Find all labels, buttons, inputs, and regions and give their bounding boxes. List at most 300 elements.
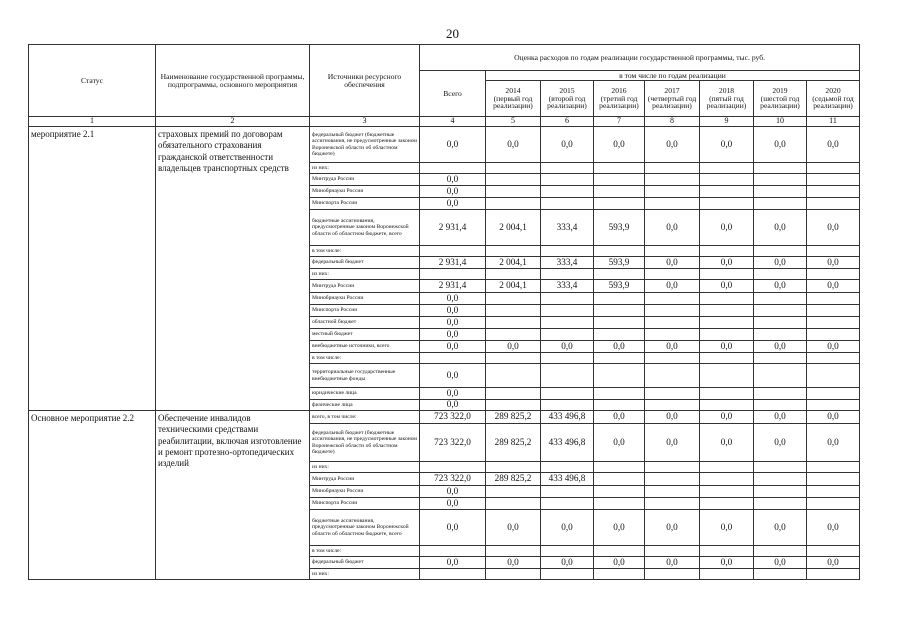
value-total: 0,0: [420, 557, 486, 569]
value-year-2017: [645, 293, 700, 305]
value-year-2015: 333,4: [541, 257, 594, 269]
value-year-2017: [645, 317, 700, 329]
value-year-2018: 0,0: [700, 557, 754, 569]
header-year-label: (четвертый год реализации): [647, 93, 697, 111]
value-year-2015: [541, 498, 594, 510]
value-year-2016: [594, 546, 645, 557]
value-year-2016: 593,9: [594, 257, 645, 269]
value-year-2016: [594, 473, 645, 486]
value-year-2019: [754, 486, 807, 498]
value-year-2020: [807, 353, 860, 364]
value-year-2017: 0,0: [645, 127, 700, 163]
value-year-2015: 333,4: [541, 210, 594, 246]
value-year-2017: [645, 388, 700, 400]
value-year-2020: [807, 174, 860, 186]
value-year-2020: [807, 400, 860, 411]
value-year-2019: [754, 163, 807, 174]
value-year-2015: [541, 269, 594, 280]
header-estimate: Оценка расходов по годам реализации государственной программы, тыс. руб.: [420, 45, 860, 71]
value-year-2016: [594, 486, 645, 498]
value-year-2018: 0,0: [700, 257, 754, 269]
value-year-2014: [486, 364, 541, 388]
funding-source: бюджетные ассигнования, предусмотренные законом Воронежской области об областном бюджете, всего: [310, 510, 420, 546]
value-year-2020: [807, 473, 860, 486]
value-year-2017: [645, 569, 700, 580]
value-year-2020: 0,0: [807, 127, 860, 163]
header-year-number: 2014: [505, 85, 521, 95]
value-year-2014: 2 004,1: [486, 257, 541, 269]
value-year-2019: [754, 400, 807, 411]
value-year-2015: 0,0: [541, 341, 594, 353]
value-year-2016: 0,0: [594, 411, 645, 424]
value-year-2015: [541, 198, 594, 210]
value-year-2018: 0,0: [700, 280, 754, 293]
value-year-2019: [754, 305, 807, 317]
value-year-2015: [541, 246, 594, 257]
value-year-2015: 333,4: [541, 280, 594, 293]
header-status: Статус: [29, 45, 156, 117]
row-status: мероприятие 2.1: [29, 127, 156, 411]
value-year-2014: [486, 569, 541, 580]
value-year-2020: [807, 305, 860, 317]
value-total: 0,0: [420, 293, 486, 305]
header-including: в том числе по годам реализации: [486, 71, 860, 81]
value-year-2019: [754, 473, 807, 486]
value-year-2020: [807, 317, 860, 329]
value-year-2017: 0,0: [645, 257, 700, 269]
header-total: Всего: [420, 71, 486, 117]
value-year-2017: [645, 462, 700, 473]
value-year-2020: 0,0: [807, 411, 860, 424]
value-year-2020: 0,0: [807, 510, 860, 546]
value-year-2016: [594, 569, 645, 580]
header-program-name: Наименование государственной программы, подпрограммы, основного мероприятия: [156, 45, 310, 117]
header-year-number: 2018: [718, 85, 735, 95]
value-total: 0,0: [420, 198, 486, 210]
funding-source: в том числе:: [310, 353, 420, 364]
value-year-2019: 0,0: [754, 127, 807, 163]
value-year-2014: [486, 546, 541, 557]
value-year-2014: [486, 353, 541, 364]
value-year-2014: 0,0: [486, 557, 541, 569]
value-year-2019: 0,0: [754, 257, 807, 269]
value-year-2015: 433 496,8: [541, 424, 594, 462]
value-year-2018: [700, 305, 754, 317]
value-year-2014: 0,0: [486, 127, 541, 163]
value-total: 0,0: [420, 510, 486, 546]
value-year-2015: [541, 186, 594, 198]
value-year-2018: 0,0: [700, 411, 754, 424]
value-year-2014: [486, 305, 541, 317]
value-year-2017: [645, 198, 700, 210]
value-year-2017: [645, 329, 700, 341]
table-row: [29, 411, 860, 424]
funding-source: Минобрнауки России: [310, 186, 420, 198]
value-total: [420, 163, 486, 174]
funding-source: физические лица: [310, 400, 420, 411]
value-year-2020: [807, 569, 860, 580]
page-number: 20: [446, 26, 459, 41]
value-total: [420, 546, 486, 557]
value-year-2016: [594, 462, 645, 473]
column-number: 6: [541, 117, 594, 127]
value-year-2018: [700, 163, 754, 174]
value-year-2015: 0,0: [541, 510, 594, 546]
value-year-2018: [700, 400, 754, 411]
value-year-2019: 0,0: [754, 424, 807, 462]
column-number: 9: [700, 117, 754, 127]
value-year-2016: [594, 174, 645, 186]
column-number: 2: [156, 117, 310, 127]
value-year-2018: [700, 353, 754, 364]
value-year-2015: [541, 462, 594, 473]
value-year-2019: [754, 269, 807, 280]
value-year-2020: [807, 462, 860, 473]
header-year-label: (первый год реализации): [493, 93, 533, 111]
funding-source: Минтруда России: [310, 280, 420, 293]
value-year-2020: [807, 546, 860, 557]
value-year-2017: [645, 246, 700, 257]
value-year-2020: 0,0: [807, 341, 860, 353]
value-year-2019: 0,0: [754, 510, 807, 546]
value-year-2020: 0,0: [807, 257, 860, 269]
value-year-2014: 289 825,2: [486, 424, 541, 462]
value-year-2018: [700, 174, 754, 186]
value-year-2019: [754, 293, 807, 305]
funding-source: юридические лица: [310, 388, 420, 400]
value-year-2019: [754, 246, 807, 257]
value-total: 0,0: [420, 186, 486, 198]
value-year-2018: [700, 198, 754, 210]
value-year-2020: [807, 486, 860, 498]
value-year-2019: 0,0: [754, 557, 807, 569]
value-year-2016: [594, 305, 645, 317]
value-year-2018: [700, 269, 754, 280]
value-year-2018: [700, 473, 754, 486]
value-year-2014: [486, 163, 541, 174]
value-total: [420, 569, 486, 580]
value-year-2015: [541, 486, 594, 498]
header-year-label: (второй год реализации): [547, 93, 587, 111]
value-year-2014: 0,0: [486, 341, 541, 353]
value-year-2017: 0,0: [645, 341, 700, 353]
value-year-2019: 0,0: [754, 411, 807, 424]
value-total: 0,0: [420, 341, 486, 353]
value-year-2016: [594, 400, 645, 411]
value-year-2017: [645, 486, 700, 498]
value-year-2014: 2 004,1: [486, 280, 541, 293]
header-year-number: 2017: [664, 85, 680, 95]
value-year-2018: 0,0: [700, 210, 754, 246]
value-year-2014: [486, 293, 541, 305]
funding-source: областной бюджет: [310, 317, 420, 329]
value-year-2014: 0,0: [486, 510, 541, 546]
value-total: [420, 246, 486, 257]
column-number: 5: [486, 117, 541, 127]
header-year-number: 2019: [772, 85, 788, 95]
value-year-2020: 0,0: [807, 557, 860, 569]
value-year-2019: [754, 388, 807, 400]
value-year-2016: [594, 317, 645, 329]
value-year-2016: [594, 246, 645, 257]
value-year-2019: [754, 546, 807, 557]
value-year-2020: [807, 163, 860, 174]
value-year-2015: [541, 388, 594, 400]
value-year-2018: [700, 486, 754, 498]
value-year-2016: 0,0: [594, 424, 645, 462]
funding-source: Минтруда России: [310, 174, 420, 186]
funding-source: из них:: [310, 462, 420, 473]
value-total: 2 931,4: [420, 210, 486, 246]
value-year-2020: [807, 198, 860, 210]
header-year-2015: [541, 81, 594, 117]
value-year-2015: 0,0: [541, 557, 594, 569]
value-year-2015: [541, 163, 594, 174]
value-year-2014: [486, 174, 541, 186]
value-year-2014: [486, 388, 541, 400]
value-year-2018: 0,0: [700, 424, 754, 462]
header-sources: Источники ресурсного обеспечения: [310, 45, 420, 117]
funding-source: из них:: [310, 269, 420, 280]
value-year-2015: [541, 174, 594, 186]
value-year-2015: 0,0: [541, 127, 594, 163]
value-year-2019: [754, 174, 807, 186]
header-year-number: 2020: [825, 85, 841, 95]
header-year-2017: [645, 81, 700, 117]
value-total: 0,0: [420, 317, 486, 329]
value-year-2017: [645, 305, 700, 317]
value-year-2015: 433 496,8: [541, 473, 594, 486]
funding-source: федеральный бюджет: [310, 257, 420, 269]
header-year-label: (седьмой год реализации): [812, 93, 854, 111]
value-year-2014: [486, 462, 541, 473]
value-year-2014: 289 825,2: [486, 473, 541, 486]
value-total: 723 322,0: [420, 473, 486, 486]
value-total: 0,0: [420, 498, 486, 510]
value-year-2016: [594, 163, 645, 174]
value-year-2014: [486, 486, 541, 498]
value-year-2018: [700, 364, 754, 388]
value-year-2019: [754, 329, 807, 341]
value-year-2015: 433 496,8: [541, 411, 594, 424]
value-year-2020: 0,0: [807, 280, 860, 293]
value-year-2017: [645, 269, 700, 280]
value-year-2015: [541, 305, 594, 317]
header-year-number: 2016: [611, 85, 627, 95]
value-year-2019: 0,0: [754, 341, 807, 353]
value-year-2019: [754, 498, 807, 510]
value-year-2020: [807, 186, 860, 198]
row-activity-name: Обеспечение инвалидов техническими средствами реабилитации, включая изготовление и ремонт протезно-ортопедических изделий: [156, 411, 310, 580]
column-number: 1: [29, 117, 156, 127]
funding-source: местный бюджет: [310, 329, 420, 341]
value-total: 0,0: [420, 388, 486, 400]
funding-source: федеральный бюджет (бюджетные ассигнования, не предусмотренные законом Воронежской области об областном бюджете): [310, 424, 420, 462]
column-number: 3: [310, 117, 420, 127]
value-year-2016: 593,9: [594, 210, 645, 246]
value-year-2019: [754, 353, 807, 364]
header-year-label: (третий год реализации): [599, 93, 639, 111]
value-year-2018: 0,0: [700, 127, 754, 163]
value-year-2015: [541, 317, 594, 329]
value-year-2020: 0,0: [807, 210, 860, 246]
value-year-2019: [754, 569, 807, 580]
value-total: 0,0: [420, 364, 486, 388]
value-year-2014: [486, 400, 541, 411]
row-status: Основное мероприятие 2.2: [29, 411, 156, 580]
value-year-2017: [645, 546, 700, 557]
header-year-2016: [594, 81, 645, 117]
value-year-2016: [594, 293, 645, 305]
value-year-2016: [594, 269, 645, 280]
value-year-2016: 0,0: [594, 127, 645, 163]
value-year-2017: [645, 174, 700, 186]
header-year-2020: [807, 81, 860, 117]
value-year-2017: 0,0: [645, 557, 700, 569]
value-year-2016: [594, 329, 645, 341]
value-year-2018: [700, 498, 754, 510]
column-number: 4: [420, 117, 486, 127]
value-year-2018: [700, 546, 754, 557]
header-year-2014: [486, 81, 541, 117]
value-year-2016: [594, 353, 645, 364]
funding-source: Минспорта России: [310, 305, 420, 317]
value-year-2017: [645, 498, 700, 510]
value-year-2018: [700, 186, 754, 198]
funding-source: федеральный бюджет: [310, 557, 420, 569]
value-year-2018: [700, 293, 754, 305]
value-year-2016: [594, 388, 645, 400]
value-year-2017: [645, 364, 700, 388]
value-year-2015: [541, 546, 594, 557]
value-total: [420, 269, 486, 280]
value-year-2020: [807, 246, 860, 257]
value-year-2015: [541, 329, 594, 341]
value-year-2019: 0,0: [754, 280, 807, 293]
value-total: 2 931,4: [420, 280, 486, 293]
value-year-2015: [541, 569, 594, 580]
value-year-2015: [541, 364, 594, 388]
value-year-2018: [700, 569, 754, 580]
value-year-2014: 289 825,2: [486, 411, 541, 424]
value-year-2016: [594, 186, 645, 198]
value-year-2014: [486, 198, 541, 210]
value-total: 2 931,4: [420, 257, 486, 269]
value-year-2019: [754, 462, 807, 473]
funding-source: федеральный бюджет (бюджетные ассигнования, не предусмотренные законом Воронежской области об областном бюджете): [310, 127, 420, 163]
column-number: 7: [594, 117, 645, 127]
funding-source: бюджетные ассигнования, предусмотренные законом Воронежской области об областном бюджете, всего: [310, 210, 420, 246]
value-year-2015: [541, 293, 594, 305]
value-year-2014: [486, 269, 541, 280]
value-year-2020: [807, 329, 860, 341]
value-year-2018: [700, 246, 754, 257]
value-year-2020: 0,0: [807, 424, 860, 462]
value-year-2016: 0,0: [594, 341, 645, 353]
funding-source: в том числе:: [310, 246, 420, 257]
value-year-2015: [541, 353, 594, 364]
value-year-2019: [754, 198, 807, 210]
expenses-table: [28, 44, 860, 580]
value-year-2014: [486, 329, 541, 341]
header-year-2018: [700, 81, 754, 117]
value-year-2017: [645, 186, 700, 198]
value-total: 723 322,0: [420, 424, 486, 462]
value-year-2019: [754, 186, 807, 198]
value-total: [420, 462, 486, 473]
value-year-2020: [807, 269, 860, 280]
value-total: [420, 353, 486, 364]
value-year-2018: 0,0: [700, 510, 754, 546]
row-activity-name: страховых премий по договорам обязательного страхования гражданской ответственности владельцев транспортных средств: [156, 127, 310, 411]
value-year-2018: 0,0: [700, 341, 754, 353]
value-year-2016: [594, 364, 645, 388]
value-year-2017: 0,0: [645, 210, 700, 246]
value-total: 0,0: [420, 127, 486, 163]
funding-source: территориальные государственные внебюджетные фонды: [310, 364, 420, 388]
funding-source: Минспорта России: [310, 498, 420, 510]
value-year-2014: [486, 498, 541, 510]
value-year-2018: [700, 462, 754, 473]
value-year-2020: [807, 388, 860, 400]
value-year-2018: [700, 317, 754, 329]
value-total: 723 322,0: [420, 411, 486, 424]
funding-source: из них:: [310, 569, 420, 580]
funding-source: из них:: [310, 163, 420, 174]
value-year-2020: [807, 364, 860, 388]
value-total: 0,0: [420, 174, 486, 186]
value-year-2015: [541, 400, 594, 411]
value-year-2016: [594, 498, 645, 510]
value-year-2016: [594, 198, 645, 210]
column-number: 10: [754, 117, 807, 127]
value-year-2017: [645, 473, 700, 486]
value-year-2014: [486, 246, 541, 257]
value-year-2019: [754, 364, 807, 388]
value-year-2014: [486, 317, 541, 329]
value-year-2020: [807, 293, 860, 305]
value-year-2016: 0,0: [594, 510, 645, 546]
value-total: 0,0: [420, 305, 486, 317]
header-year-2019: [754, 81, 807, 117]
value-year-2017: [645, 400, 700, 411]
value-total: 0,0: [420, 400, 486, 411]
value-year-2017: [645, 163, 700, 174]
table-row: [29, 127, 860, 163]
value-year-2017: 0,0: [645, 510, 700, 546]
column-number: 8: [645, 117, 700, 127]
value-year-2016: 593,9: [594, 280, 645, 293]
header-year-label: (шестой год реализации): [760, 93, 800, 111]
value-year-2018: [700, 329, 754, 341]
header-year-label: (пятый год реализации): [706, 93, 747, 111]
value-year-2017: 0,0: [645, 280, 700, 293]
value-year-2017: 0,0: [645, 411, 700, 424]
value-total: 0,0: [420, 329, 486, 341]
funding-source: Минобрнауки России: [310, 486, 420, 498]
value-year-2020: [807, 498, 860, 510]
value-year-2014: [486, 186, 541, 198]
funding-source: всего, в том числе:: [310, 411, 420, 424]
value-year-2014: 2 004,1: [486, 210, 541, 246]
funding-source: в том числе:: [310, 546, 420, 557]
header-year-number: 2015: [559, 85, 575, 95]
funding-source: Минспорта России: [310, 198, 420, 210]
value-year-2017: [645, 353, 700, 364]
funding-source: Минтруда России: [310, 473, 420, 486]
column-number: 11: [807, 117, 860, 127]
value-year-2016: 0,0: [594, 557, 645, 569]
